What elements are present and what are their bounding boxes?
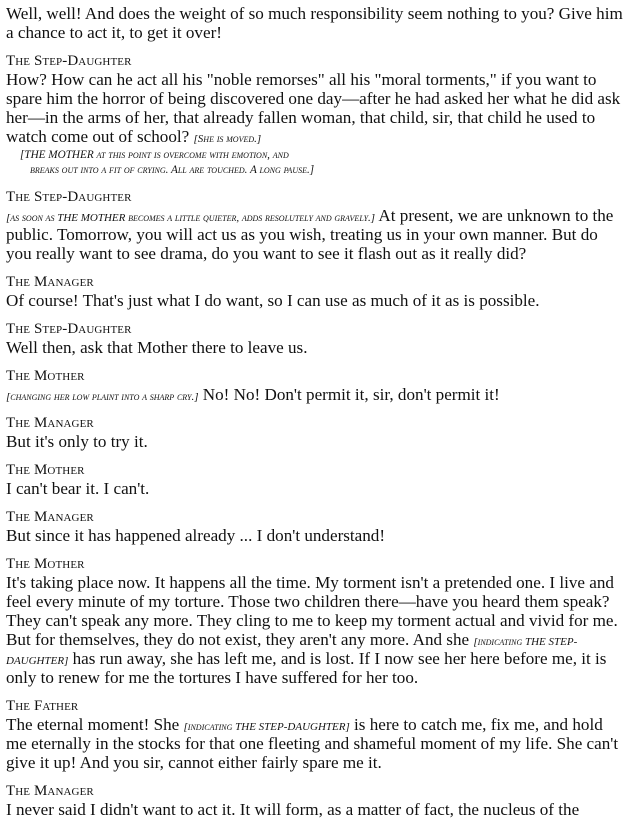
stage-direction: ] (64, 655, 69, 667)
character-name: THE STEP-DAUGHTER (235, 721, 346, 733)
dialogue-text: No! No! Don't permit it, sir, don't permit it! (198, 385, 500, 404)
character-name: THE STEP-DAUGHTER (6, 636, 578, 667)
speaker-name: The Step-Daughter (6, 321, 132, 337)
dialogue-text: is here to catch me, fix me, and hold me eternally in the stocks for that one fleeting and shameful moment of my life. She can't give it up! And you sir, cannot either fairly spare me it. (6, 715, 619, 772)
dialogue-text: At present, we are unknown to the public. Tomorrow, you will act us as you wish, treating us in your own manner. But do you really want to see drama, do you want to see it flash out as it really did? (6, 206, 614, 263)
character-name: THE MOTHER (57, 212, 126, 224)
dialogue-line: But since it has happened already ... I don't understand! (6, 526, 386, 545)
speaker-name: The Mother (6, 368, 85, 384)
dialogue-text: has run away, she has left me, and is lost. If I now see her here before me, it is only to renew for me the tortures I have suffered for her too. (6, 649, 607, 687)
dialogue-line: Of course! That's just what I do want, so I can use as much of it as is possible. (6, 291, 540, 310)
dialogue-text: It's taking place now. It happens all the time. My torment isn't a pretended one. I live and feel every minute of my torture. Those two children there—have you heard them speak? They can't speak any more. They cling to me to keep my torment actual and vivid for me. But for themselves, they do not exist, they aren't any more. And she (6, 573, 618, 649)
speaker-name: The Manager (6, 274, 94, 290)
speaker-name: The Manager (6, 783, 94, 799)
dialogue-line (6, 573, 624, 687)
speaker-name: The Step-Daughter (6, 189, 132, 205)
stage-direction: [changing her low plaint into a sharp cry.] (6, 391, 199, 403)
speaker-name: The Step-Daughter (6, 53, 132, 69)
speaker-name: The Manager (6, 415, 94, 431)
dialogue-line: Well, well! And does the weight of so much responsibility seem nothing to you? Give him a chance to act it, to get it over! (6, 4, 623, 42)
stage-direction: [ (20, 149, 25, 161)
dialogue-line (6, 385, 624, 404)
stage-direction: [indicating (473, 636, 525, 648)
speaker-name: The Mother (6, 556, 85, 572)
speaker-name: The Manager (6, 509, 94, 525)
dialogue-text: The eternal moment! She (6, 715, 184, 734)
speaker-name: The Mother (6, 462, 85, 478)
stage-direction: [indicating (183, 721, 236, 733)
character-name: THE MOTHER (24, 149, 94, 161)
dialogue-line: I can't bear it. I can't. (6, 479, 150, 498)
dialogue-line: But it's only to try it. (6, 432, 148, 451)
dialogue-line (6, 70, 624, 146)
dialogue-line: Well then, ask that Mother there to leave us. (6, 338, 308, 357)
stage-direction: at this point is overcome with emotion, and breaks out into a fit of crying. All are touched. A long pause.] (30, 149, 315, 176)
stage-direction: becomes a little quieter, adds resolutely and gravely.] (125, 212, 376, 224)
speaker-name: The Father (6, 698, 79, 714)
dialogue-line: I never said I didn't want to act it. It will form, as a matter of fact, the nucleus of the (6, 800, 580, 819)
dialogue-text: How? How can he act all his "noble remorses" all his "moral torments," if you want to spare him the horror of being discovered one day—after he had asked her what he did ask her—in the arms of her, that already fallen woman, that child, sir, that child he used to watch come out of school? (6, 70, 621, 146)
dialogue-line (6, 206, 624, 263)
dialogue-line (6, 715, 624, 772)
stage-direction: ] (345, 721, 350, 733)
stage-direction-block (20, 148, 315, 178)
stage-direction: [as soon as (6, 212, 58, 224)
stage-direction: [She is moved.] (193, 133, 262, 145)
